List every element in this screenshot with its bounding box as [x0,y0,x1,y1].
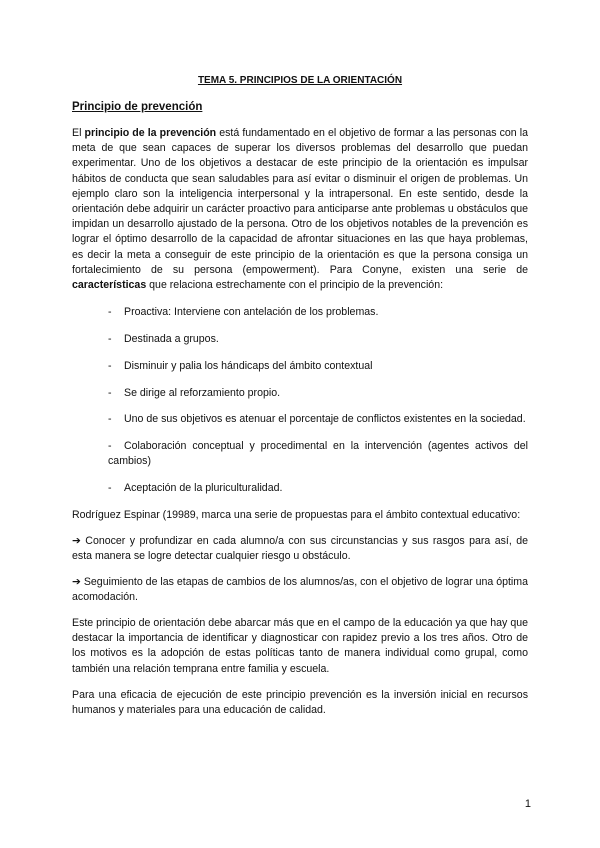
list-item-text: Destinada a grupos. [124,333,219,346]
list-item-text: Uno de sus objetivos es atenuar el porcentaje de conflictos existentes en la sociedad. [124,413,526,426]
dash-marker: - [108,306,112,319]
arrow-item-text: Conocer y profundizar en cada alumno/a con sus circunstancias y sus rasgos para así, de esta manera se logre detectar cualquier riesgo u obstáculo. [72,535,528,563]
intro-pre: El [72,127,85,139]
list-item-text: Proactiva: Interviene con antelación de los problemas. [124,306,379,319]
page-title: TEMA 5. PRINCIPIOS DE LA ORIENTACIÓN [197,75,403,86]
characteristics-list [72,305,528,496]
intro-post: que relaciona estrechamente con el principio de la prevención: [146,279,444,292]
arrow-item [72,534,528,564]
list-item [108,439,528,469]
list-item [108,412,528,427]
list-item [108,332,528,347]
arrow-icon: ➔ [72,576,81,589]
rodriguez-paragraph: Rodríguez Espinar (19989, marca una serie de propuestas para el ámbito contextual educativo: [72,509,521,522]
dash-marker: - [108,440,112,453]
scope-paragraph: Este principio de orientación debe abarcar más que en el campo de la educación ya que hay que destacar la importancia de identificar y diagnosticar con rapidez previo a los tres años. Otro de los motivos es la adopción de estas políticas tanto de manera individual como grupal, como también una relación temprana entre familia y escuela. [72,617,528,675]
list-item [108,305,528,320]
list-item [108,481,528,496]
arrow-item [72,575,528,605]
intro-paragraph [72,126,528,293]
page-number: 1 [524,798,531,810]
arrow-item-text: Seguimiento de las etapas de cambios de los alumnos/as, con el objetivo de lograr una óptima acomodación. [72,576,528,604]
dash-marker: - [108,413,112,426]
dash-marker: - [108,333,112,346]
list-item-text: Aceptación de la pluriculturalidad. [124,482,283,495]
intro-bold-characteristics: características [72,279,147,292]
list-item-text: Colaboración conceptual y procedimental en la intervención (agentes activos del cambios) [108,440,528,468]
intro-bold-term: principio de la prevención [84,127,217,139]
section-heading: Principio de prevención [72,101,203,113]
page-content [72,74,528,729]
list-item-text: Se dirige al reforzamiento propio. [124,386,281,399]
list-item [108,386,528,401]
dash-marker: - [108,359,112,372]
dash-marker: - [108,386,112,399]
intro-body: está fundamentado en el objetivo de formar a las personas con la meta de que sean capaces de superar los diversos problemas del desarrollo que puedan experimentar. Uno de los objetivos a destacar de este principio de la orientación es impulsar hábitos de conducta que sean saludables para así evitar o disminuir el origen de problemas. Un ejemplo claro son la inteligencia interpersonal y la intrapersonal. En este sentido, desde la orientación debe adquirir un carácter proactivo para anticiparse ante problemas u obstáculos que impidan un desarrollo ajustado de la persona. Otro de los objetivos notables de la prevención es lograr el óptimo desarrollo de la capacidad de afrontar situaciones en las que haya problemas, es decir la meta a conseguir de este principio de la orientación es que la persona consiga un fortalecimiento de su persona (empowerment). Para Conyne, existen una serie de [72,127,528,276]
list-item [108,359,528,374]
investment-paragraph: Para una eficacia de ejecución de este principio prevención es la inversión inicial en recursos humanos y materiales para una educación de calidad. [72,688,528,717]
list-item-text: Disminuir y palia los hándicaps del ámbito contextual [124,359,373,372]
dash-marker: - [108,482,112,495]
arrow-icon: ➔ [72,535,81,548]
